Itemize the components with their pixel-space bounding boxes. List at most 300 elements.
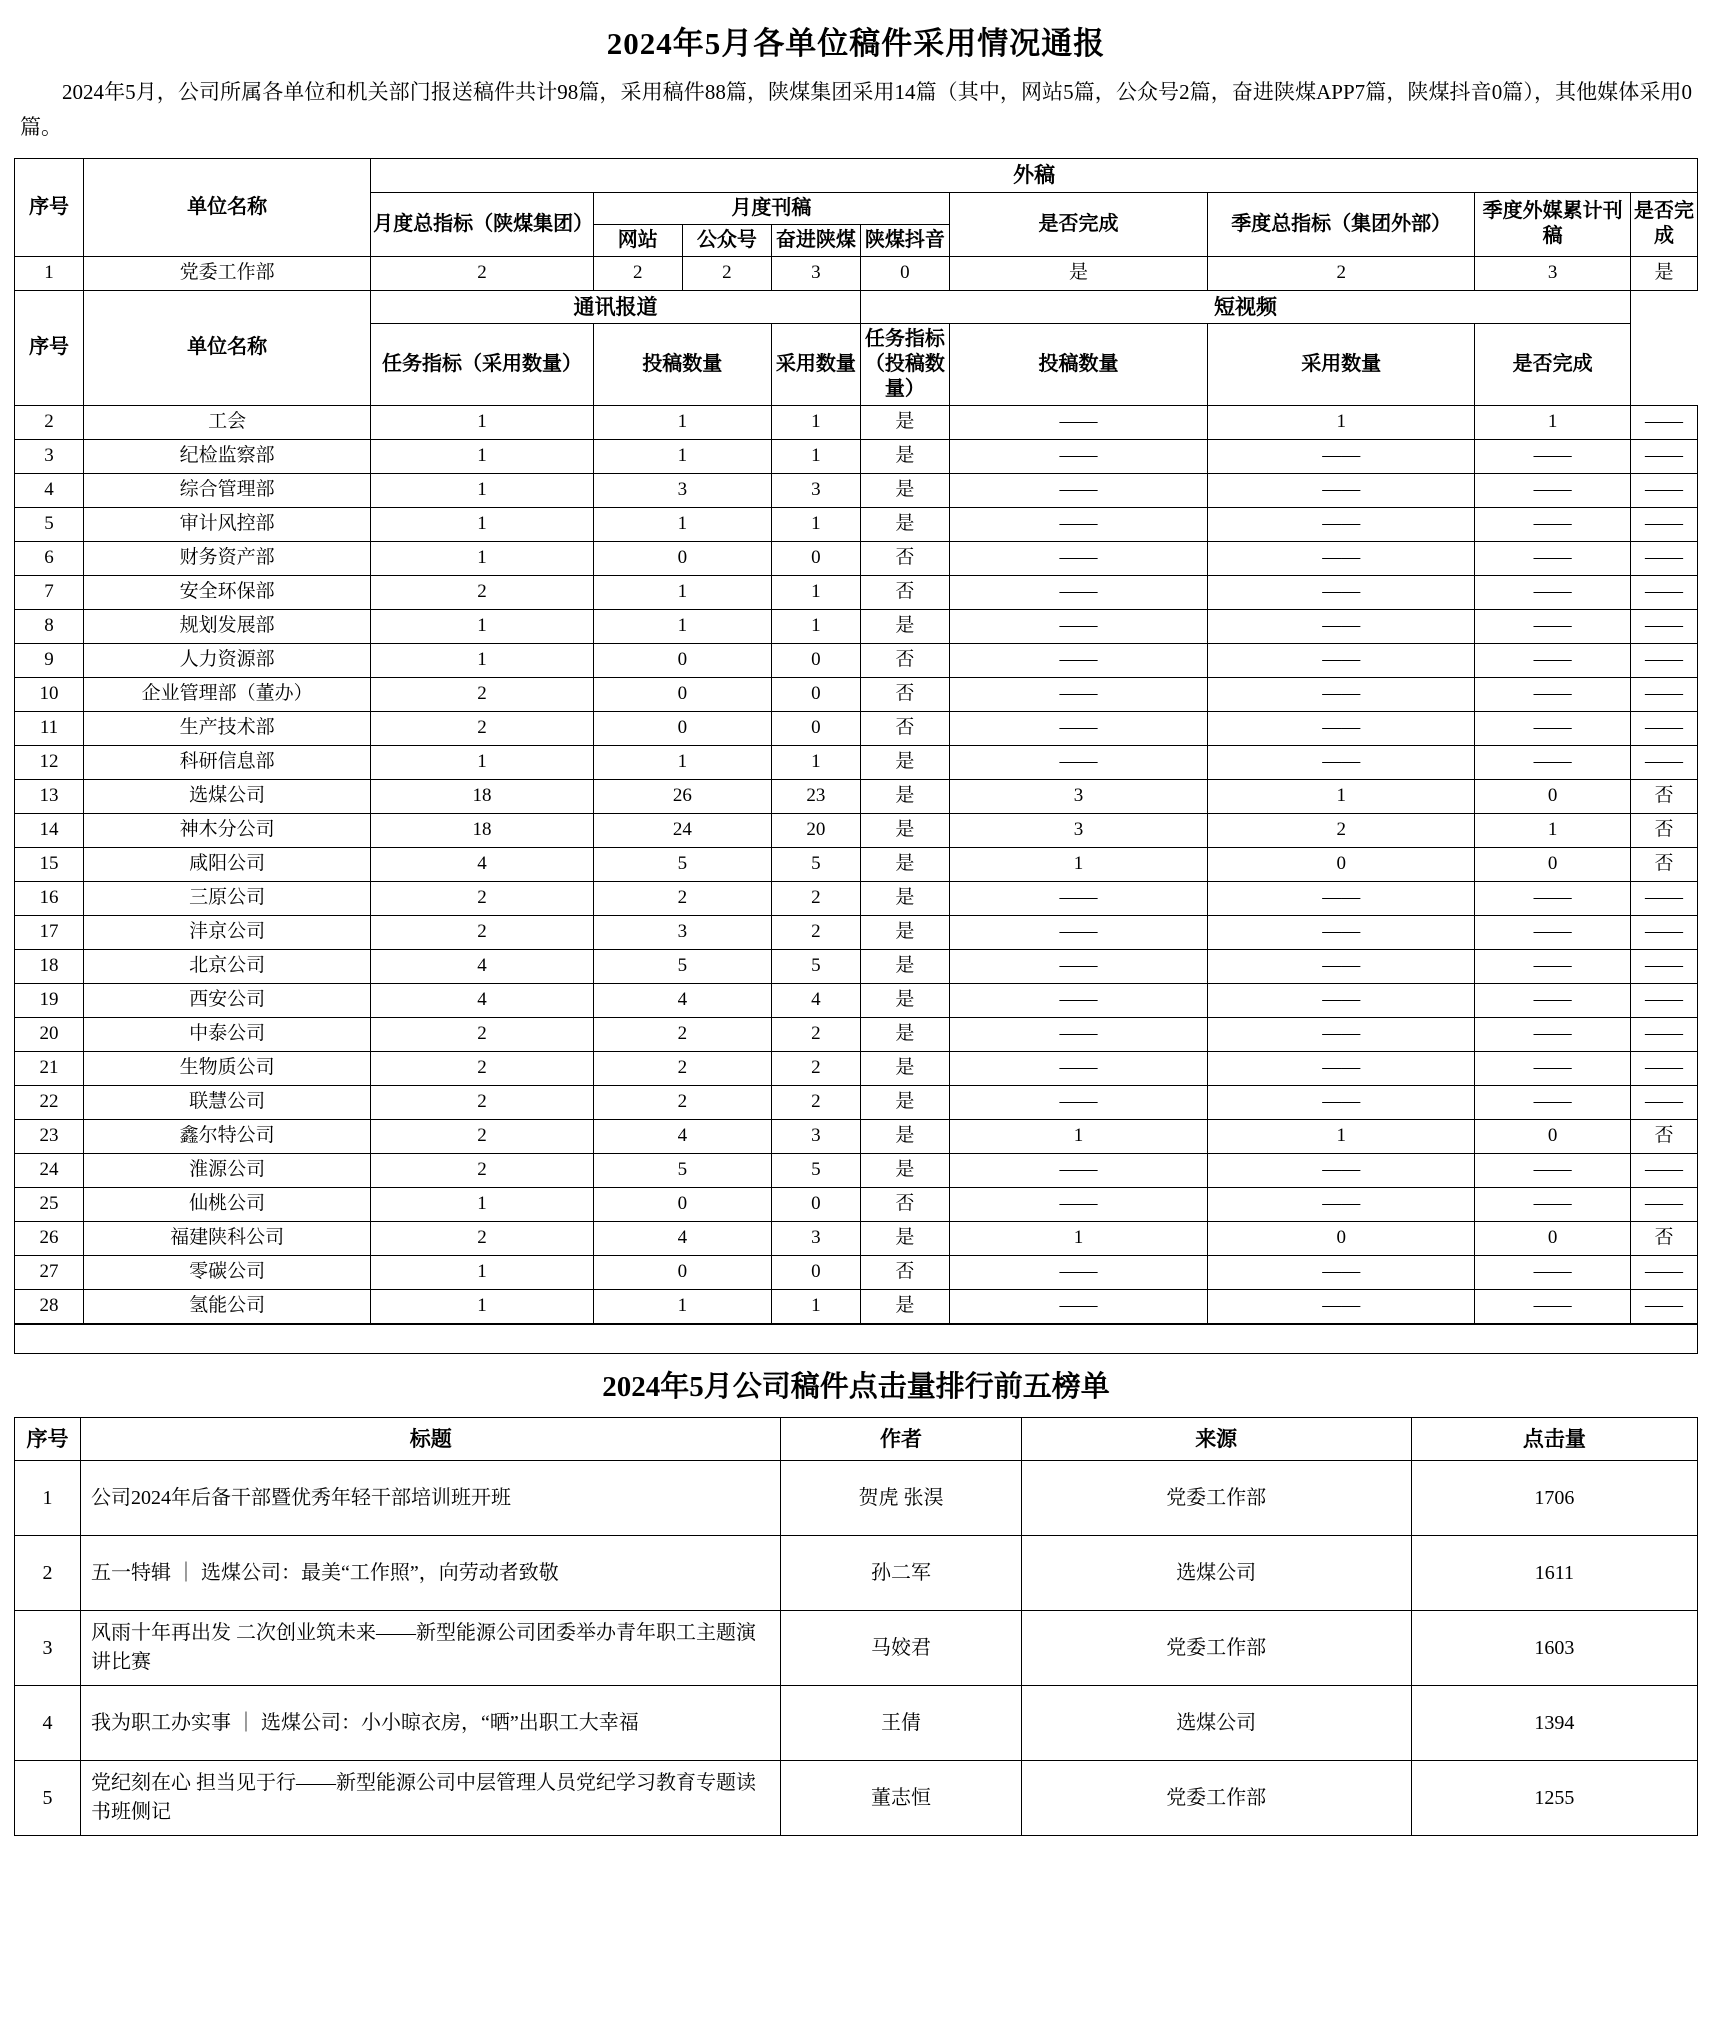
cell-adopt-count: 4 [771, 983, 860, 1017]
cell-seq: 18 [15, 949, 84, 983]
cell-video-completed: 否 [1631, 813, 1698, 847]
cell-seq: 8 [15, 609, 84, 643]
cell-video-adopt: —— [1475, 473, 1631, 507]
cell-seq: 14 [15, 813, 84, 847]
cell-completed: 是 [860, 745, 949, 779]
cell-video-submit: —— [1208, 745, 1475, 779]
table-row [15, 1289, 1698, 1323]
cell-task-target: 4 [371, 949, 594, 983]
cell-seq: 28 [15, 1289, 84, 1323]
cell-video-completed: 否 [1631, 847, 1698, 881]
cell-submit-count: 0 [593, 643, 771, 677]
cell-unit-name: 审计风控部 [84, 507, 371, 541]
header-group-tongxun: 通讯报道 [371, 290, 861, 323]
cell-unit-name: 安全环保部 [84, 575, 371, 609]
cell-video-submit: 1 [1208, 1119, 1475, 1153]
header-seq: 序号 [15, 159, 84, 256]
cell-video-completed: —— [1631, 711, 1698, 745]
cell-submit-count: 0 [593, 711, 771, 745]
cell-video-completed: —— [1631, 1051, 1698, 1085]
cell-rank-clicks: 1603 [1411, 1611, 1697, 1686]
ranking-row [15, 1536, 1698, 1611]
cell-rank-source: 党委工作部 [1021, 1761, 1411, 1836]
cell-rank-headline: 公司2024年后备干部暨优秀年轻干部培训班开班 [81, 1461, 781, 1536]
ranking-table [14, 1417, 1698, 1836]
table-row [15, 1255, 1698, 1289]
cell-completed: 是 [860, 915, 949, 949]
cell-rank-seq: 3 [15, 1611, 81, 1686]
cell-completed: 是 [860, 1153, 949, 1187]
cell-submit-count: 4 [593, 1119, 771, 1153]
cell-video-adopt: —— [1475, 1085, 1631, 1119]
header-quarter-completed: 是否完成 [1631, 192, 1698, 256]
cell-task-target: 2 [371, 881, 594, 915]
ranking-header-row [15, 1417, 1698, 1460]
cell-video-task-target: —— [949, 541, 1207, 575]
table-row [15, 949, 1698, 983]
cell-video-submit: —— [1208, 1085, 1475, 1119]
cell-video-task-target: —— [949, 915, 1207, 949]
cell-unit-name: 沣京公司 [84, 915, 371, 949]
header-group-waigao: 外稿 [371, 159, 1698, 192]
summary-paragraph: 2024年5月，公司所属各单位和机关部门报送稿件共计98篇，采用稿件88篇，陕煤集团采用14篇（其中，网站5篇，公众号2篇，奋进陕煤APP7篇，陕煤抖音0篇），其他媒体采用0篇。 [20, 80, 1692, 139]
cell-rank-seq: 4 [15, 1686, 81, 1761]
cell-video-completed: —— [1631, 1085, 1698, 1119]
cell-video-task-target: —— [949, 881, 1207, 915]
cell-adopt-count: 2 [771, 1017, 860, 1051]
cell-unit-name: 仙桃公司 [84, 1187, 371, 1221]
cell-video-task-target: —— [949, 1289, 1207, 1323]
header-seq-2: 序号 [15, 290, 84, 405]
cell-video-task-target: —— [949, 949, 1207, 983]
cell-video-adopt: —— [1475, 575, 1631, 609]
cell-video-adopt: 0 [1475, 1119, 1631, 1153]
cell-video-submit: —— [1208, 677, 1475, 711]
cell-video-adopt: —— [1475, 1153, 1631, 1187]
table-row [15, 1153, 1698, 1187]
cell-seq: 27 [15, 1255, 84, 1289]
cell-video-task-target: —— [949, 1051, 1207, 1085]
cell-unit-name: 联慧公司 [84, 1085, 371, 1119]
header-completed: 是否完成 [949, 192, 1207, 256]
cell-rank-source: 党委工作部 [1021, 1461, 1411, 1536]
cell-monthly-total: 2 [371, 256, 594, 290]
cell-rank-author: 董志恒 [781, 1761, 1021, 1836]
cell-task-target: 4 [371, 847, 594, 881]
cell-unit-name: 西安公司 [84, 983, 371, 1017]
cell-completed: 是 [860, 1289, 949, 1323]
header-unit-name: 单位名称 [84, 159, 371, 256]
cell-rank-clicks: 1394 [1411, 1686, 1697, 1761]
cell-unit-name: 中泰公司 [84, 1017, 371, 1051]
cell-submit-count: 2 [593, 1085, 771, 1119]
cell-unit-name: 人力资源部 [84, 643, 371, 677]
cell-task-target: 1 [371, 609, 594, 643]
cell-rank-author: 孙二军 [781, 1536, 1021, 1611]
cell-task-target: 18 [371, 779, 594, 813]
cell-unit-name: 零碳公司 [84, 1255, 371, 1289]
cell-completed: 否 [860, 1187, 949, 1221]
cell-seq: 17 [15, 915, 84, 949]
cell-completed: 是 [860, 813, 949, 847]
cell-video-submit: 1 [1208, 779, 1475, 813]
table-row [15, 1085, 1698, 1119]
spacer-row [15, 1324, 1698, 1353]
cell-rank-headline: 我为职工办实事 ｜ 选煤公司：小小晾衣房，“晒”出职工大幸福 [81, 1686, 781, 1761]
cell-completed: 否 [860, 541, 949, 575]
header-video-task-target: 任务指标（投稿数量） [860, 323, 949, 405]
cell-video-adopt: —— [1475, 609, 1631, 643]
cell-task-target: 1 [371, 405, 594, 439]
cell-task-target: 2 [371, 1119, 594, 1153]
cell-completed: 否 [860, 575, 949, 609]
cell-completed: 是 [860, 405, 949, 439]
cell-task-target: 1 [371, 439, 594, 473]
cell-video-completed: —— [1631, 609, 1698, 643]
cell-seq: 13 [15, 779, 84, 813]
cell-douyin: 0 [860, 256, 949, 290]
cell-video-adopt: —— [1475, 643, 1631, 677]
cell-adopt-count: 5 [771, 847, 860, 881]
cell-video-completed: —— [1631, 677, 1698, 711]
cell-task-target: 2 [371, 1017, 594, 1051]
cell-submit-count: 0 [593, 1187, 771, 1221]
cell-video-adopt: —— [1475, 1255, 1631, 1289]
cell-adopt-count: 0 [771, 711, 860, 745]
cell-video-completed: 否 [1631, 1119, 1698, 1153]
header-adopt-count-wrap [771, 323, 860, 405]
cell-task-target: 2 [371, 1153, 594, 1187]
cell-video-adopt: —— [1475, 983, 1631, 1017]
cell-completed: 是 [860, 1119, 949, 1153]
cell-adopt-count: 1 [771, 745, 860, 779]
cell-video-task-target: —— [949, 1085, 1207, 1119]
cell-seq: 10 [15, 677, 84, 711]
cell-video-adopt: —— [1475, 677, 1631, 711]
cell-video-submit: 1 [1208, 405, 1475, 439]
cell-unit-name: 选煤公司 [84, 779, 371, 813]
cell-task-target: 2 [371, 915, 594, 949]
cell-video-adopt: —— [1475, 1017, 1631, 1051]
cell-unit-name: 规划发展部 [84, 609, 371, 643]
table-row [15, 983, 1698, 1017]
cell-rank-seq: 5 [15, 1761, 81, 1836]
cell-submit-count: 4 [593, 1221, 771, 1255]
header-adopt-count: 采用数量 [775, 352, 856, 375]
cell-quarter-total: 2 [1208, 256, 1475, 290]
cell-adopt-count: 0 [771, 541, 860, 575]
cell-submit-count: 1 [593, 1289, 771, 1323]
header-monthly-total: 月度总指标（陕煤集团） [371, 192, 594, 256]
header-rank-source: 来源 [1021, 1417, 1411, 1460]
cell-submit-count: 1 [593, 575, 771, 609]
table-row [15, 745, 1698, 779]
cell-adopt-count: 2 [771, 915, 860, 949]
header-quarter-total: 季度总指标（集团外部） [1208, 192, 1475, 256]
cell-video-submit: —— [1208, 1051, 1475, 1085]
cell-video-submit: —— [1208, 439, 1475, 473]
table-row [15, 507, 1698, 541]
cell-unit-name: 氢能公司 [84, 1289, 371, 1323]
table-row [15, 677, 1698, 711]
cell-seq: 23 [15, 1119, 84, 1153]
cell-video-adopt: 1 [1475, 813, 1631, 847]
cell-unit-name: 生物质公司 [84, 1051, 371, 1085]
cell-video-completed: —— [1631, 1153, 1698, 1187]
cell-task-target: 2 [371, 1051, 594, 1085]
cell-unit-name: 综合管理部 [84, 473, 371, 507]
cell-video-completed: —— [1631, 949, 1698, 983]
cell-completed: 是 [860, 881, 949, 915]
cell-seq: 6 [15, 541, 84, 575]
cell-video-adopt: —— [1475, 1051, 1631, 1085]
cell-video-task-target: —— [949, 677, 1207, 711]
table-row [15, 609, 1698, 643]
cell-rank-seq: 1 [15, 1461, 81, 1536]
table-row [15, 881, 1698, 915]
cell-video-completed: —— [1631, 507, 1698, 541]
cell-seq: 5 [15, 507, 84, 541]
cell-adopt-count: 2 [771, 1051, 860, 1085]
cell-rank-seq: 2 [15, 1536, 81, 1611]
cell-unit-name: 三原公司 [84, 881, 371, 915]
cell-seq: 9 [15, 643, 84, 677]
cell-video-task-target: —— [949, 439, 1207, 473]
cell-task-target: 1 [371, 541, 594, 575]
cell-unit-name: 工会 [84, 405, 371, 439]
cell-adopt-count: 1 [771, 405, 860, 439]
cell-task-target: 18 [371, 813, 594, 847]
cell-video-task-target: —— [949, 983, 1207, 1017]
spacer-cell [15, 1324, 1698, 1353]
cell-submit-count: 26 [593, 779, 771, 813]
cell-rank-source: 党委工作部 [1021, 1611, 1411, 1686]
cell-completed: 是 [860, 1221, 949, 1255]
header-official-account: 公众号 [682, 224, 771, 256]
header-website: 网站 [593, 224, 682, 256]
cell-video-submit: —— [1208, 575, 1475, 609]
cell-submit-count: 24 [593, 813, 771, 847]
cell-task-target: 1 [371, 643, 594, 677]
cell-video-completed: —— [1631, 575, 1698, 609]
ranking-row [15, 1686, 1698, 1761]
cell-video-adopt: —— [1475, 507, 1631, 541]
cell-completed: 是 [860, 1051, 949, 1085]
table-row [15, 256, 1698, 290]
table-row [15, 915, 1698, 949]
cell-video-submit: 2 [1208, 813, 1475, 847]
cell-seq: 16 [15, 881, 84, 915]
table-row [15, 1119, 1698, 1153]
cell-video-submit: 0 [1208, 847, 1475, 881]
cell-submit-count: 5 [593, 847, 771, 881]
cell-adopt-count: 5 [771, 949, 860, 983]
table-row [15, 473, 1698, 507]
cell-seq: 15 [15, 847, 84, 881]
cell-completed: 是 [860, 1017, 949, 1051]
cell-seq: 4 [15, 473, 84, 507]
cell-seq: 12 [15, 745, 84, 779]
cell-completed: 是 [860, 473, 949, 507]
table-row [15, 813, 1698, 847]
cell-video-task-target: 1 [949, 1221, 1207, 1255]
cell-task-target: 4 [371, 983, 594, 1017]
cell-video-adopt: 0 [1475, 847, 1631, 881]
cell-adopt-count: 3 [771, 473, 860, 507]
cell-submit-count: 2 [593, 881, 771, 915]
table-row [15, 575, 1698, 609]
cell-video-adopt: —— [1475, 439, 1631, 473]
cell-adopt-count: 1 [771, 507, 860, 541]
cell-unit-name: 生产技术部 [84, 711, 371, 745]
cell-video-task-target: —— [949, 609, 1207, 643]
cell-rank-clicks: 1611 [1411, 1536, 1697, 1611]
cell-completed: 是 [860, 779, 949, 813]
cell-video-completed: 否 [1631, 1221, 1698, 1255]
cell-seq: 2 [15, 405, 84, 439]
cell-adopt-count: 23 [771, 779, 860, 813]
cell-video-task-target: —— [949, 1255, 1207, 1289]
table-row [15, 1187, 1698, 1221]
cell-adopt-count: 20 [771, 813, 860, 847]
cell-video-completed: —— [1631, 1187, 1698, 1221]
cell-website: 2 [593, 256, 682, 290]
cell-video-submit: —— [1208, 541, 1475, 575]
cell-video-adopt: —— [1475, 949, 1631, 983]
header-rank-clicks: 点击量 [1411, 1417, 1697, 1460]
cell-video-submit: —— [1208, 643, 1475, 677]
table-row [15, 1017, 1698, 1051]
cell-video-task-target: —— [949, 405, 1207, 439]
cell-video-task-target: —— [949, 711, 1207, 745]
cell-video-task-target: 1 [949, 847, 1207, 881]
unit-statistics-table [14, 158, 1698, 1324]
header-video-submit: 投稿数量 [949, 323, 1207, 405]
cell-rank-headline: 风雨十年再出发 二次创业筑未来——新型能源公司团委举办青年职工主题演讲比赛 [81, 1611, 781, 1686]
header-video-completed: 是否完成 [1475, 323, 1631, 405]
header-douyin: 陕煤抖音 [860, 224, 949, 256]
cell-seq: 7 [15, 575, 84, 609]
cell-video-task-target: —— [949, 643, 1207, 677]
cell-adopt-count: 1 [771, 609, 860, 643]
cell-video-submit: —— [1208, 983, 1475, 1017]
table-row [15, 1221, 1698, 1255]
cell-completed: 是 [949, 256, 1207, 290]
cell-completed: 是 [860, 439, 949, 473]
cell-adopt-count: 2 [771, 881, 860, 915]
cell-unit-name: 咸阳公司 [84, 847, 371, 881]
cell-completed: 是 [860, 609, 949, 643]
cell-unit-name: 神木分公司 [84, 813, 371, 847]
cell-rank-headline: 党纪刻在心 担当见于行——新型能源公司中层管理人员党纪学习教育专题读书班侧记 [81, 1761, 781, 1836]
cell-submit-count: 3 [593, 473, 771, 507]
cell-video-adopt: —— [1475, 745, 1631, 779]
cell-task-target: 1 [371, 507, 594, 541]
cell-video-task-target: —— [949, 745, 1207, 779]
cell-submit-count: 0 [593, 1255, 771, 1289]
table-row [15, 439, 1698, 473]
cell-video-task-target: —— [949, 473, 1207, 507]
cell-quarter-media: 3 [1475, 256, 1631, 290]
cell-unit-name: 淮源公司 [84, 1153, 371, 1187]
cell-submit-count: 1 [593, 439, 771, 473]
header-unit-name-2: 单位名称 [84, 290, 371, 405]
cell-video-adopt: 0 [1475, 779, 1631, 813]
table-row [15, 541, 1698, 575]
cell-video-completed: —— [1631, 745, 1698, 779]
cell-video-completed: —— [1631, 541, 1698, 575]
cell-unit-name: 企业管理部（董办） [84, 677, 371, 711]
cell-submit-count: 2 [593, 1051, 771, 1085]
cell-submit-count: 1 [593, 405, 771, 439]
table-row [15, 779, 1698, 813]
cell-completed: 是 [860, 1085, 949, 1119]
table-row [15, 1051, 1698, 1085]
table1-group-header-row [15, 159, 1698, 192]
cell-video-task-target: —— [949, 1187, 1207, 1221]
header-group-duanshipin: 短视频 [860, 290, 1630, 323]
cell-video-completed: —— [1631, 439, 1698, 473]
cell-unit-name: 科研信息部 [84, 745, 371, 779]
cell-video-completed: —— [1631, 643, 1698, 677]
header-group-monthly-publish: 月度刊稿 [593, 192, 949, 224]
cell-adopt-count: 1 [771, 439, 860, 473]
cell-completed: 否 [860, 677, 949, 711]
cell-adopt-count: 0 [771, 643, 860, 677]
cell-video-completed: —— [1631, 1017, 1698, 1051]
ranking-row [15, 1761, 1698, 1836]
cell-video-completed: —— [1631, 1289, 1698, 1323]
cell-seq: 19 [15, 983, 84, 1017]
cell-rank-author: 贺虎 张淏 [781, 1461, 1021, 1536]
cell-adopt-count: 5 [771, 1153, 860, 1187]
cell-app: 3 [771, 256, 860, 290]
cell-video-adopt: —— [1475, 541, 1631, 575]
cell-video-task-target: —— [949, 1017, 1207, 1051]
cell-completed: 是 [860, 507, 949, 541]
cell-task-target: 2 [371, 1085, 594, 1119]
cell-rank-author: 马姣君 [781, 1611, 1021, 1686]
cell-video-completed: —— [1631, 983, 1698, 1017]
cell-unit-name: 鑫尔特公司 [84, 1119, 371, 1153]
cell-video-completed: —— [1631, 1255, 1698, 1289]
cell-unit-name: 纪检监察部 [84, 439, 371, 473]
cell-submit-count: 0 [593, 541, 771, 575]
cell-video-submit: —— [1208, 609, 1475, 643]
cell-video-submit: —— [1208, 1289, 1475, 1323]
cell-seq: 20 [15, 1017, 84, 1051]
cell-completed: 否 [860, 711, 949, 745]
spacer-table [14, 1324, 1698, 1354]
cell-video-completed: —— [1631, 881, 1698, 915]
cell-seq: 24 [15, 1153, 84, 1187]
cell-rank-source: 选煤公司 [1021, 1686, 1411, 1761]
cell-seq: 22 [15, 1085, 84, 1119]
cell-task-target: 1 [371, 473, 594, 507]
table-row [15, 847, 1698, 881]
cell-video-submit: —— [1208, 473, 1475, 507]
cell-adopt-count: 3 [771, 1119, 860, 1153]
cell-video-completed: 否 [1631, 779, 1698, 813]
cell-adopt-count: 3 [771, 1221, 860, 1255]
ranking-body [15, 1461, 1698, 1836]
cell-adopt-count: 0 [771, 677, 860, 711]
cell-quarter-completed: 是 [1631, 256, 1698, 290]
cell-submit-count: 2 [593, 1017, 771, 1051]
header-rank-headline: 标题 [81, 1417, 781, 1460]
ranking-row [15, 1461, 1698, 1536]
cell-video-task-target: —— [949, 575, 1207, 609]
